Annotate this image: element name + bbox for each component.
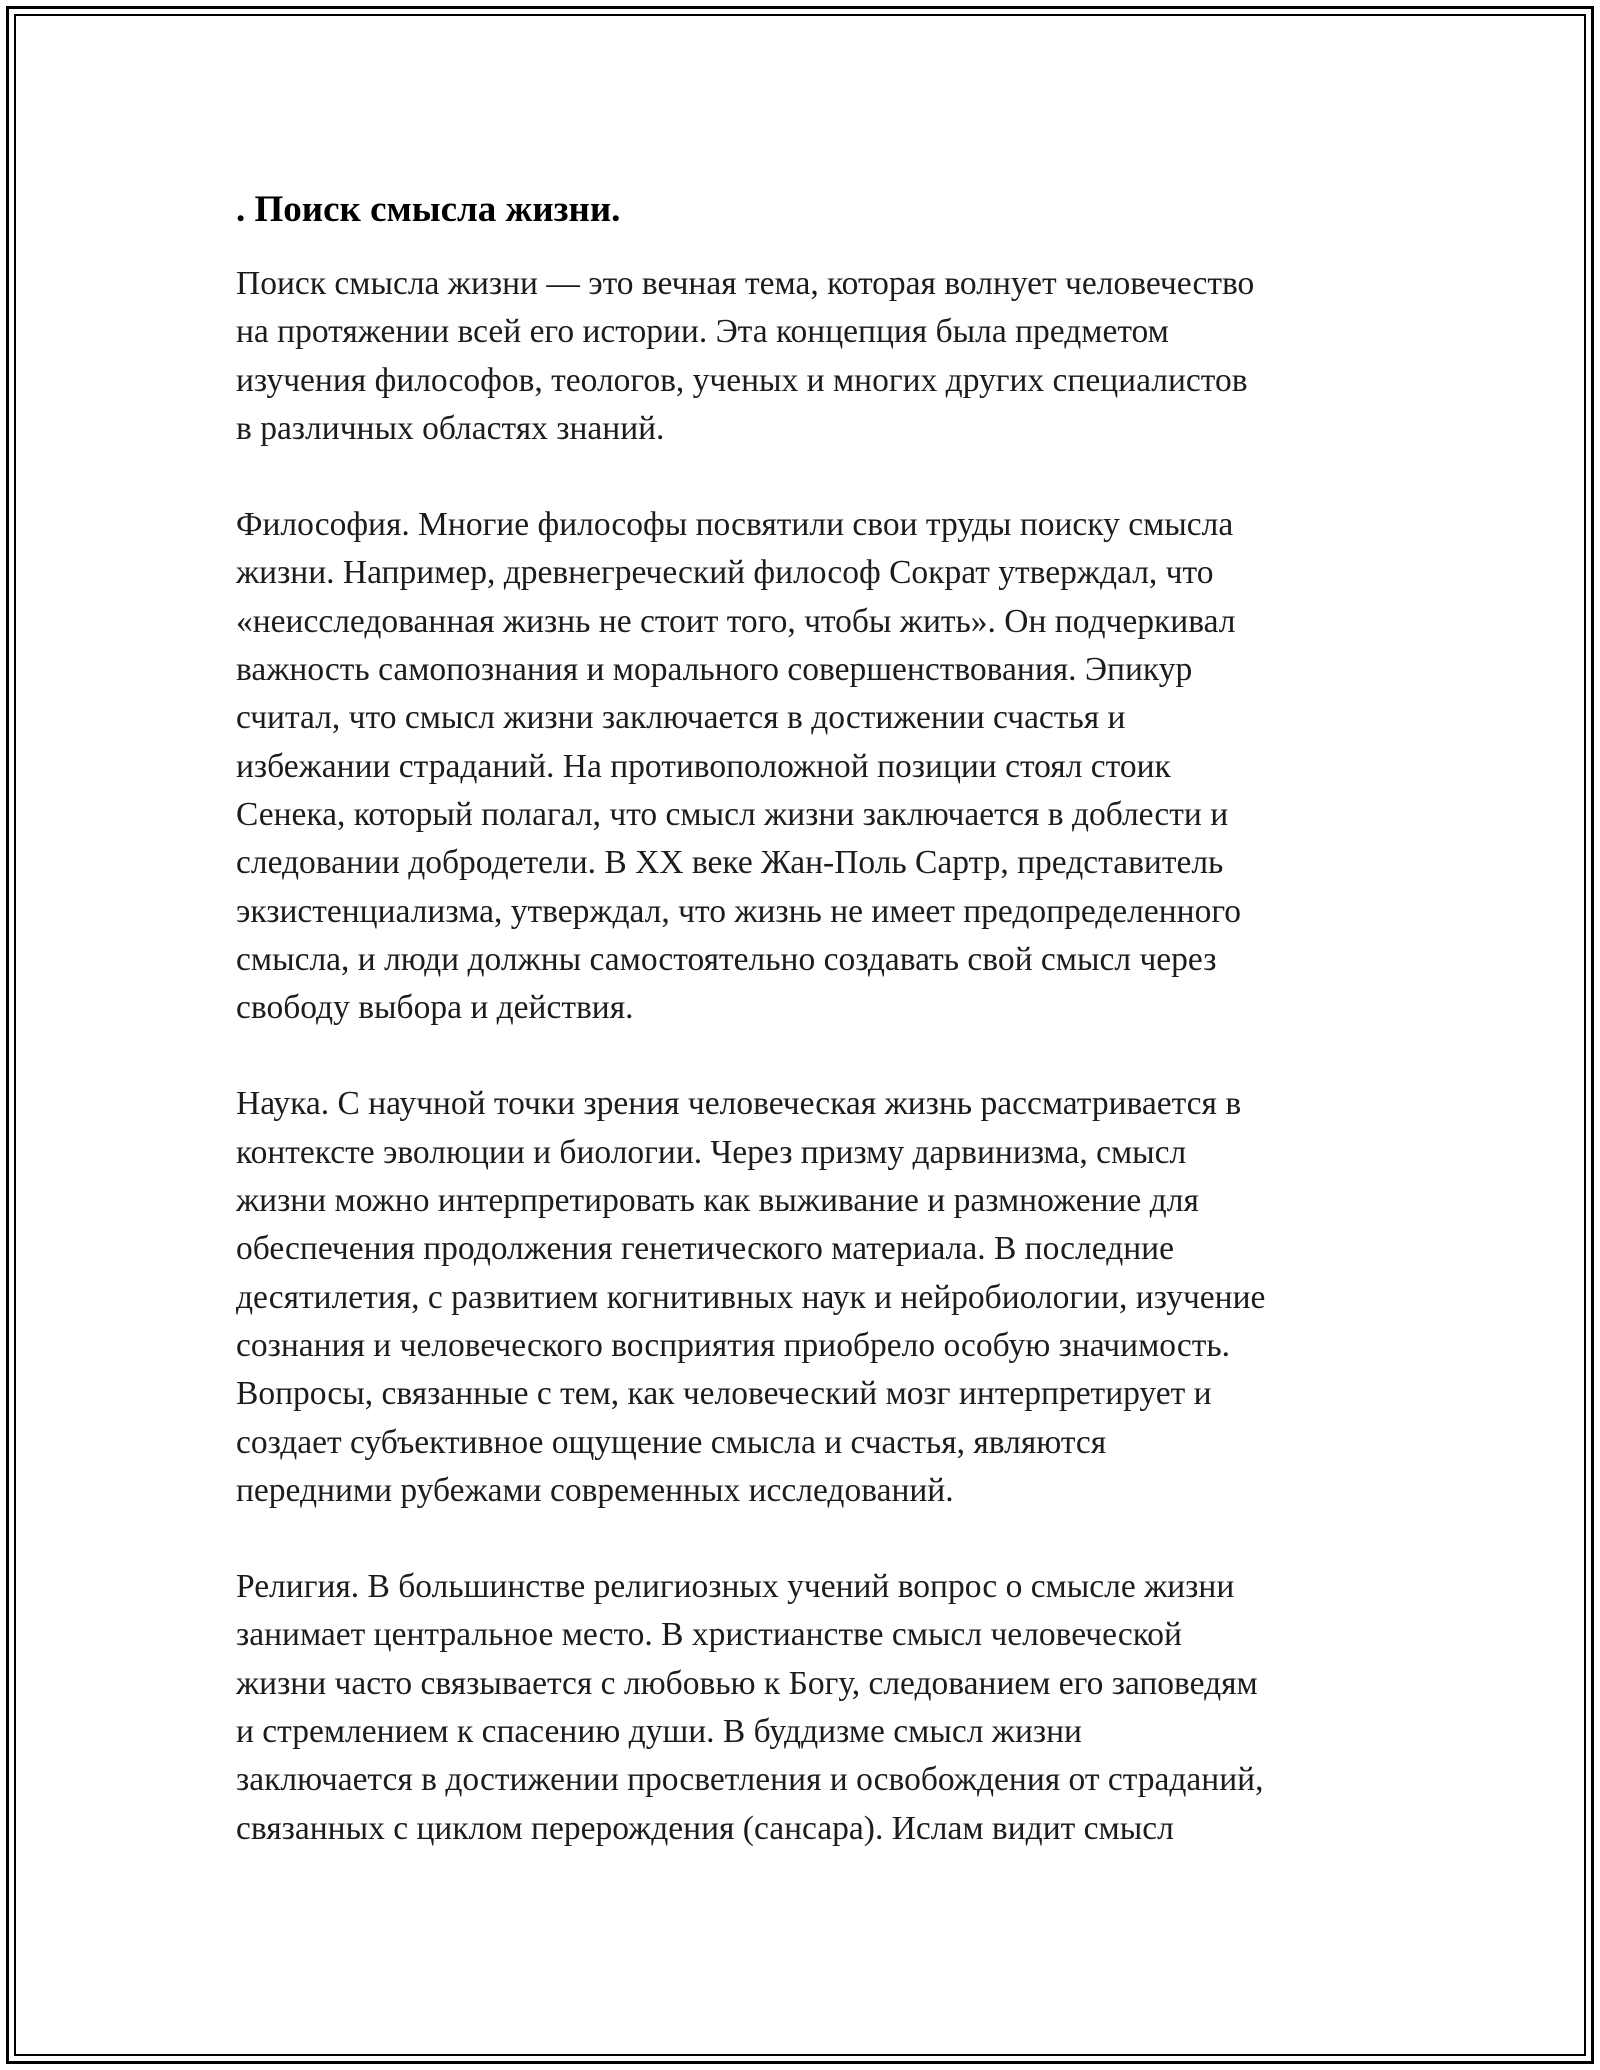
- document-body: [236, 186, 1376, 1901]
- paragraph-science: Наука. С научной точки зрения человеческая жизнь рассматривается в контексте эволюции и биологии. Через призму дарвинизма, смысл жизни можно интерпретировать как выживание и размножение для обеспечения продолжения генетического материала. В последние десятилетия, с развитием когнитивных наук и нейробиологии, изучение сознания и человеческого восприятия приобрело особую значимость. Вопросы, связанные с тем, как человеческий мозг интерпретирует и создает субъективное ощущение смысла и счастья, являются передними рубежами современных исследований.: [236, 1085, 1266, 1509]
- paragraph-philosophy: Философия. Многие философы посвятили свои труды поиску смысла жизни. Например, древнегреческий философ Сократ утверждал, что «неисследованная жизнь не стоит того, чтобы жить». Он подчеркивал важность самопознания и морального совершенствования. Эпикур считал, что смысл жизни заключается в достижении счастья и избежании страданий. На противоположной позиции стоял стоик Сенека, который полагал, что смысл жизни заключается в доблести и следовании добродетели. В XX веке Жан-Поль Сартр, представитель экзистенциализма, утверждал, что жизнь не имеет предопределенного смысла, и люди должны самостоятельно создавать свой смысл через свободу выбора и действия.: [236, 506, 1242, 1027]
- paragraph-intro: Поиск смысла жизни — это вечная тема, которая волнует человечество на протяжении всей его истории. Эта концепция была предметом изучения философов, теологов, ученых и многих других специалистов в различных областях знаний.: [236, 265, 1255, 447]
- paragraph-religion: Религия. В большинстве религиозных учений вопрос о смысле жизни занимает центральное место. В христианстве смысл человеческой жизни часто связывается с любовью к Богу, следованием его заповедям и стремлением к спасению души. В буддизме смысл жизни заключается в достижении просветления и освобождения от страданий, связанных с циклом перерождения (сансара). Ислам видит смысл: [236, 1568, 1264, 1847]
- document-title: . Поиск смысла жизни.: [236, 189, 621, 230]
